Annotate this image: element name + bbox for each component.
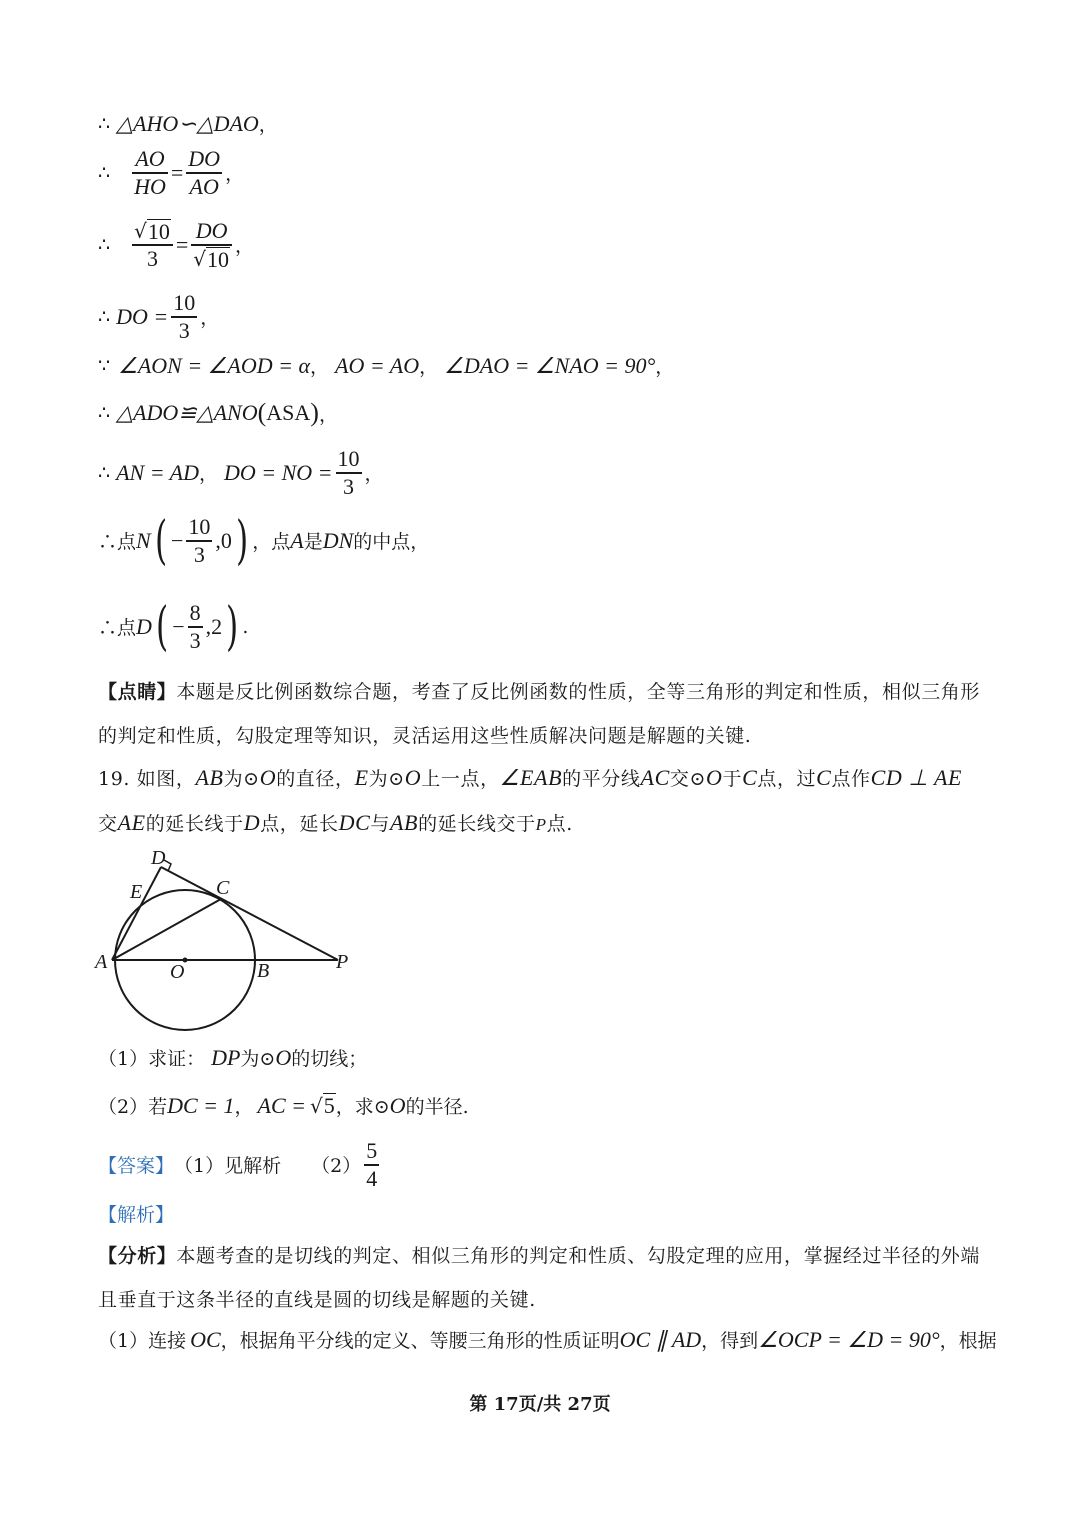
angle-equality: ∠AON = ∠AOD = α [118,352,310,378]
segment-dc: DC [338,810,371,835]
point-a: A [290,527,304,553]
therefore-point-text: ∴点 [98,531,137,554]
radicand: 10 [207,246,230,272]
y-coordinate: ,2 [205,613,223,639]
step-6: ∴ △ADO≌△ANO ( ASA ) ， [98,398,338,427]
step-1 [98,110,278,137]
segment-ab: AB [195,765,224,790]
fraction-5-4 [364,1138,379,1192]
fraction-10-3 [336,446,362,500]
side-equality: AO = AO [335,352,420,378]
circle-o: O [404,765,422,790]
therefore-symbol: ∴ [98,112,111,135]
question-19 [98,756,983,847]
angle-ocp-equals-d: ∠OCP = ∠D = 90° [758,1326,940,1352]
sqrt-5: √ 5 [310,1093,335,1118]
fraction-do-ao [186,146,222,200]
radicand: 5 [323,1093,335,1118]
fraction-10-3 [186,514,212,568]
segment-dn: DN [322,527,354,553]
denominator: AO [189,173,219,199]
denominator: 3 [193,541,205,567]
because-symbol: ∵ [98,354,111,377]
text: 的平分线 [562,768,641,790]
radicand: 10 [147,219,170,244]
text: （2）若 [98,1096,168,1118]
comma: ， [225,163,245,186]
minus-sign: − [171,527,184,553]
answer-label: 【答案】 [98,1155,175,1178]
ac-equals: AC = [257,1092,306,1118]
part-1 [98,1044,367,1071]
text: 的半径. [405,1096,469,1118]
text: ，求⊙ [335,1096,390,1118]
text: 于 [722,768,743,790]
label-b: B [257,960,270,982]
fraction-sqrt10-3 [132,218,173,272]
denominator: 4 [366,1165,378,1191]
point-p: P [535,815,547,834]
denominator: HO [134,173,166,199]
segment-dp: DP [211,1044,241,1070]
numerator: √ 10 [134,219,170,244]
answer-part-2: （2） [311,1155,362,1178]
denominator: 3 [343,473,355,499]
fenxi-text: 本题考查的是切线的判定、相似三角形的判定和性质、勾股定理的应用，掌握经过半径的外端且垂直于这条半径的直线是圆的切线是解题的关键. [98,1245,981,1311]
parallel-oc-ad: OC ∥ AD [619,1326,702,1352]
numerator: DO [195,218,228,243]
step-7 [98,446,384,500]
circle-o: O [389,1092,406,1118]
numerator: 8 [189,600,201,625]
point-e: E [354,765,369,790]
question-number: 19. [98,768,131,790]
numerator: AO [135,146,165,171]
step-3 [98,218,254,272]
therefore-symbol: ∴ [98,305,111,328]
denominator: 3 [146,245,158,271]
fraction-8-3 [188,600,203,654]
comma: ， [234,1096,254,1118]
angle-eab: ∠EAB [499,765,563,790]
point-n: N [136,527,151,553]
solution-part-1 [98,1326,997,1353]
circle-o: O [259,765,277,790]
text: 的切线； [291,1048,368,1070]
therefore-symbol: ∴ [98,461,111,484]
similarity-statement: △AHO∽△DAO [116,110,259,136]
point-d: D [243,810,261,835]
equals: = [175,231,189,257]
comment-text: 本题是反比例函数综合题，考查了反比例函数的性质，全等三角形的判定和性质，相似三角形的判定和性质，勾股定理等知识，灵活运用这些性质解决问题是解题的关键. [98,681,981,747]
congruence-statement: △ADO≌△ANO [116,400,258,425]
text: 点作 [831,768,871,790]
fenxi-label: 【分析】 [98,1245,177,1267]
label-a: A [95,951,108,973]
fraction-do-sqrt10 [191,218,232,272]
an-equals-ad: AN = AD [116,459,199,485]
denominator: 3 [189,627,201,653]
segment-ae: AE [117,810,146,835]
therefore-symbol: ∴ [98,233,111,256]
asa-label: ASA [266,400,311,425]
text: 点，过 [757,768,817,790]
segment-ab: AB [389,810,419,835]
therefore-point-text: ∴点 [98,617,137,640]
text: 的延长线于 [145,813,244,835]
step-2 [98,146,244,200]
part-2 [98,1092,469,1119]
minus-sign: − [172,613,185,639]
point-c: C [742,765,758,790]
segment-oc: OC [190,1326,221,1352]
text: 为⊙ [368,768,405,790]
text: 的中点， [353,531,430,554]
denominator: 3 [178,317,190,343]
comma: ， [364,463,384,486]
text: 如图， [136,768,196,790]
text: 为⊙ [223,768,260,790]
fenxi-paragraph [98,1234,983,1322]
fraction-10-3 [171,290,197,344]
comma: ， [310,356,330,378]
period: . [242,615,249,638]
comma: ， [235,235,255,258]
text: 交⊙ [669,768,706,790]
text: 交 [98,813,118,835]
text: （1）连接 [98,1330,187,1352]
perpendicular-cd-ae: CD ⊥ AE [870,765,963,790]
text: 为⊙ [240,1048,276,1070]
text: 点. [546,813,573,835]
dc-equals-1: DC = 1 [167,1092,235,1118]
comma: ， [198,463,218,486]
y-coordinate: ,0 [215,527,232,553]
text: （1）求证： [98,1048,206,1070]
therefore-symbol: ∴ [98,402,111,424]
text: ，点 [252,531,291,554]
circle-o: O [275,1044,292,1070]
comma: ， [200,307,220,330]
geometry-figure [90,840,380,1040]
label-e: E [130,881,143,903]
answer-part-1: （1）见解析 [174,1155,282,1178]
comment-paragraph [98,670,983,758]
point-c: C [816,765,832,790]
numerator: DO [188,146,221,171]
step-8: ∴点 N ( − $\frac{10}{3}$ ,0 ) ，点 A 是 DN 的中点， [98,510,430,571]
numerator: 10 [173,290,196,315]
label-o: O [170,961,185,983]
right-angle-equality: ∠DAO = ∠NAO = 90° [444,352,656,378]
denominator: √ 10 [193,246,230,272]
point-d: D [136,613,152,639]
text: 是 [303,531,323,554]
text: 点，延长 [260,813,339,835]
label-c: C [216,877,230,899]
text: ，根据 [939,1330,997,1352]
numerator: 10 [188,514,211,539]
text: 与 [370,813,390,835]
line-dp [161,867,338,960]
step-9: ∴点 D ( − $\frac{8}{3}$ ,2 ) . [98,596,249,657]
segment-ac: AC [640,765,670,790]
circle-o: O [705,765,723,790]
comma: ， [318,403,338,426]
therefore-symbol: ∴ [98,161,111,184]
numerator: 5 [366,1138,378,1163]
do-equals-no: DO = NO = [224,459,333,485]
step-5 [98,352,674,379]
numerator: 10 [337,446,360,471]
text: 上一点， [421,768,500,790]
answer-line [98,1138,382,1192]
label-d: D [151,847,166,869]
text: 的延长线交于 [418,813,536,835]
step-4 [98,290,219,344]
comma: ， [258,114,278,136]
text: ，得到 [701,1330,759,1352]
text: ，根据角平分线的定义、等腰三角形的性质证明 [220,1330,620,1352]
analysis-label: 【解析】 [98,1204,175,1226]
label-p: P [336,951,349,973]
equals: = [170,159,184,185]
comment-label: 【点睛】 [98,681,177,703]
comma: ， [655,356,675,378]
do-equals: DO = [116,303,169,329]
page-footer: 第 17页/共 27页 [469,1394,611,1415]
fraction-ao-ho [132,146,168,200]
text: 的直径， [276,768,355,790]
comma: ， [419,356,439,378]
